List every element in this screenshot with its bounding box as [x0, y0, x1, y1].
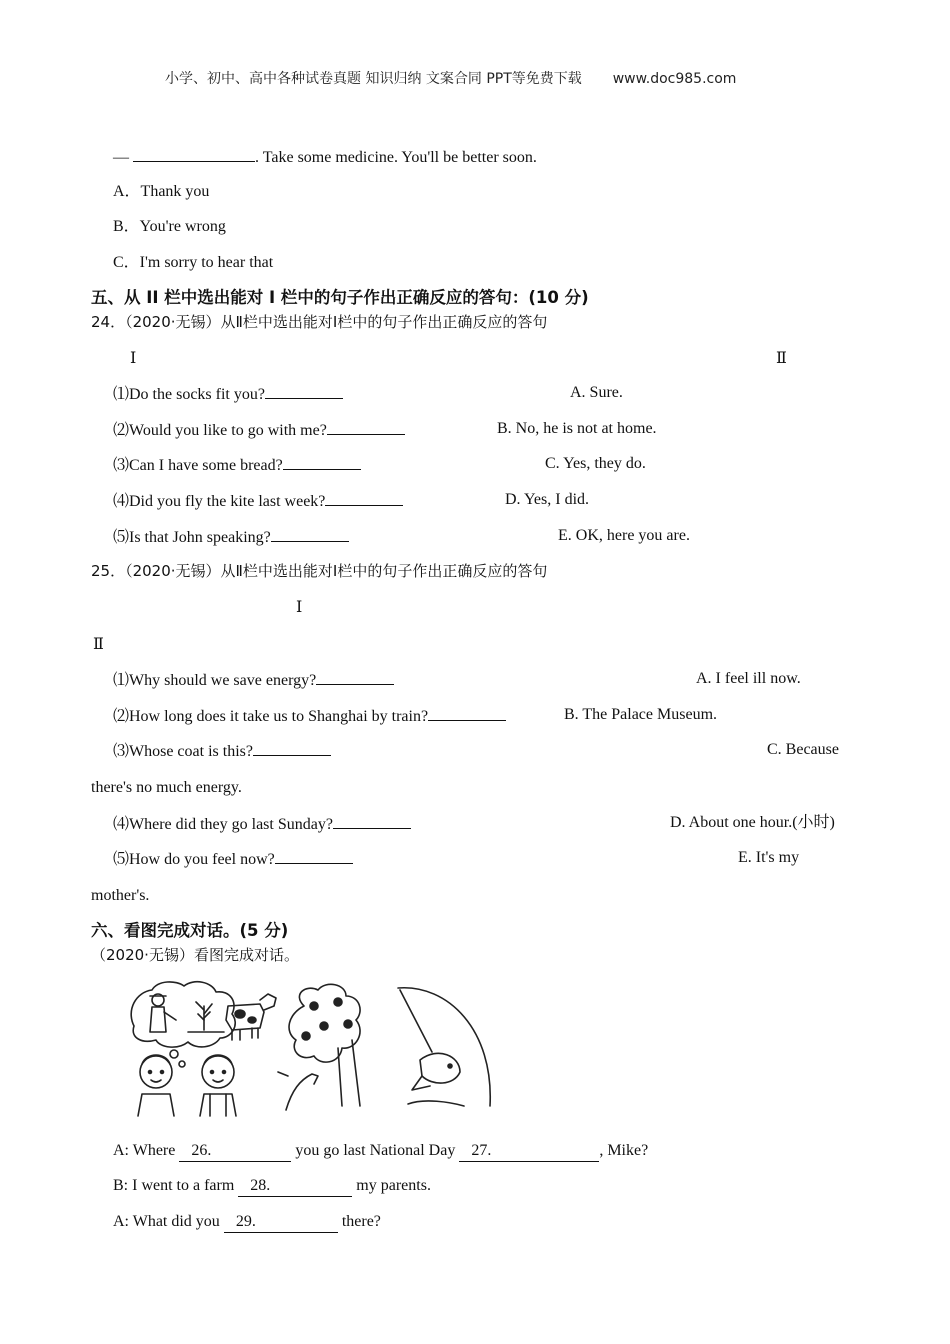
q24-answer-a: A. Sure. — [570, 384, 623, 401]
header-banner — [165, 69, 736, 89]
conversation-illustration — [128, 980, 494, 1118]
q24-question-1: ⑴Do the socks fit you? — [113, 383, 343, 405]
q23-option-c: C．I'm sorry to hear that — [113, 254, 274, 271]
answer-blank[interactable] — [133, 146, 255, 162]
answer-blank[interactable] — [265, 383, 343, 399]
q25-question-1: ⑴Why should we save energy? — [113, 669, 394, 691]
q24-question-5: ⑸Is that John speaking? — [113, 526, 349, 548]
q25-answer-d: D. About one hour.(小时) — [670, 814, 835, 831]
q25-question-5: ⑸How do you feel now? — [113, 848, 353, 870]
answer-blank[interactable] — [253, 740, 331, 756]
answer-blank[interactable] — [428, 705, 506, 721]
q24-question-4: ⑷Did you fly the kite last week? — [113, 490, 403, 512]
answer-blank-29[interactable]: 29. — [224, 1212, 338, 1233]
q25-answer-c: C. Because — [767, 741, 839, 758]
section-5-title: 五、从 II 栏中选出能对 I 栏中的句子作出正确反应的答句：(10 分) — [91, 288, 589, 307]
q25-question-2: ⑵How long does it take us to Shanghai by train? — [113, 705, 506, 727]
answer-blank[interactable] — [275, 848, 353, 864]
q24-question-2: ⑵Would you like to go with me? — [113, 419, 405, 441]
q23-stem: — . Take some medicine. You'll be better soon. — [113, 146, 537, 168]
farmer-icon — [150, 994, 176, 1032]
apple-tree-icon — [278, 984, 360, 1110]
boy-left-icon — [138, 1055, 174, 1116]
section-6-title: 六、看图完成对话。(5 分) — [91, 921, 289, 940]
q25-answer-b: B. The Palace Museum. — [564, 706, 718, 723]
tree-icon — [188, 1002, 224, 1032]
q25-answer-e: E. It's my — [738, 849, 800, 866]
dialog-line-2: B: I went to a farm 28. my parents. — [113, 1176, 431, 1197]
header-text: 小学、初中、高中各种试卷真题 知识归纳 文案合同 PPT等免费下载 — [165, 71, 582, 87]
answer-blank[interactable] — [283, 454, 361, 470]
q25-answer-c-continued: there's no much energy. — [91, 779, 242, 796]
dialog-line-1: A: Where 26. you go last National Day 27. , Mike? — [113, 1141, 648, 1162]
q24-question-3: ⑶Can I have some bread? — [113, 454, 361, 476]
q24-answer-c: C. Yes, they do. — [545, 455, 646, 472]
q25-question-4: ⑷Where did they go last Sunday? — [113, 813, 411, 835]
q24-answer-d: D. Yes, I did. — [505, 491, 590, 508]
boy-right-icon — [200, 1055, 236, 1116]
section-6-stem: （2020·无锡）看图完成对话。 — [91, 946, 299, 964]
answer-blank-26[interactable]: 26. — [179, 1141, 291, 1162]
q25-answer-e-continued: mother's. — [91, 887, 150, 904]
fishing-icon — [398, 988, 490, 1106]
dialog-line-3: A: What did you 29. there? — [113, 1212, 381, 1233]
q25-column-1-header: Ⅰ — [296, 599, 303, 616]
q24-column-1-header: Ⅰ — [130, 350, 137, 367]
q24-stem: 24．（2020·无锡）从Ⅱ栏中选出能对Ⅰ栏中的句子作出正确反应的答句 — [91, 313, 548, 331]
q23-option-a: A．Thank you — [113, 183, 210, 200]
answer-blank[interactable] — [333, 813, 411, 829]
q24-answer-b: B. No, he is not at home. — [497, 420, 657, 437]
q25-answer-a: A. I feel ill now. — [696, 670, 801, 687]
header-website-link[interactable]: www.doc985.com — [612, 71, 737, 87]
q24-answer-e: E. OK, here you are. — [558, 527, 690, 544]
answer-blank-28[interactable]: 28. — [238, 1176, 352, 1197]
answer-blank-27[interactable]: 27. — [459, 1141, 599, 1162]
q25-question-3: ⑶Whose coat is this? — [113, 740, 331, 762]
q23-option-b: B．You're wrong — [113, 218, 226, 235]
answer-blank[interactable] — [325, 490, 403, 506]
q25-stem: 25．（2020·无锡）从Ⅱ栏中选出能对Ⅰ栏中的句子作出正确反应的答句 — [91, 562, 548, 580]
answer-blank[interactable] — [271, 526, 349, 542]
q25-column-2-header: Ⅱ — [93, 636, 104, 653]
q24-column-2-header: Ⅱ — [776, 350, 787, 367]
thought-cloud-icon — [131, 982, 235, 1067]
answer-blank[interactable] — [316, 669, 394, 685]
answer-blank[interactable] — [327, 419, 405, 435]
